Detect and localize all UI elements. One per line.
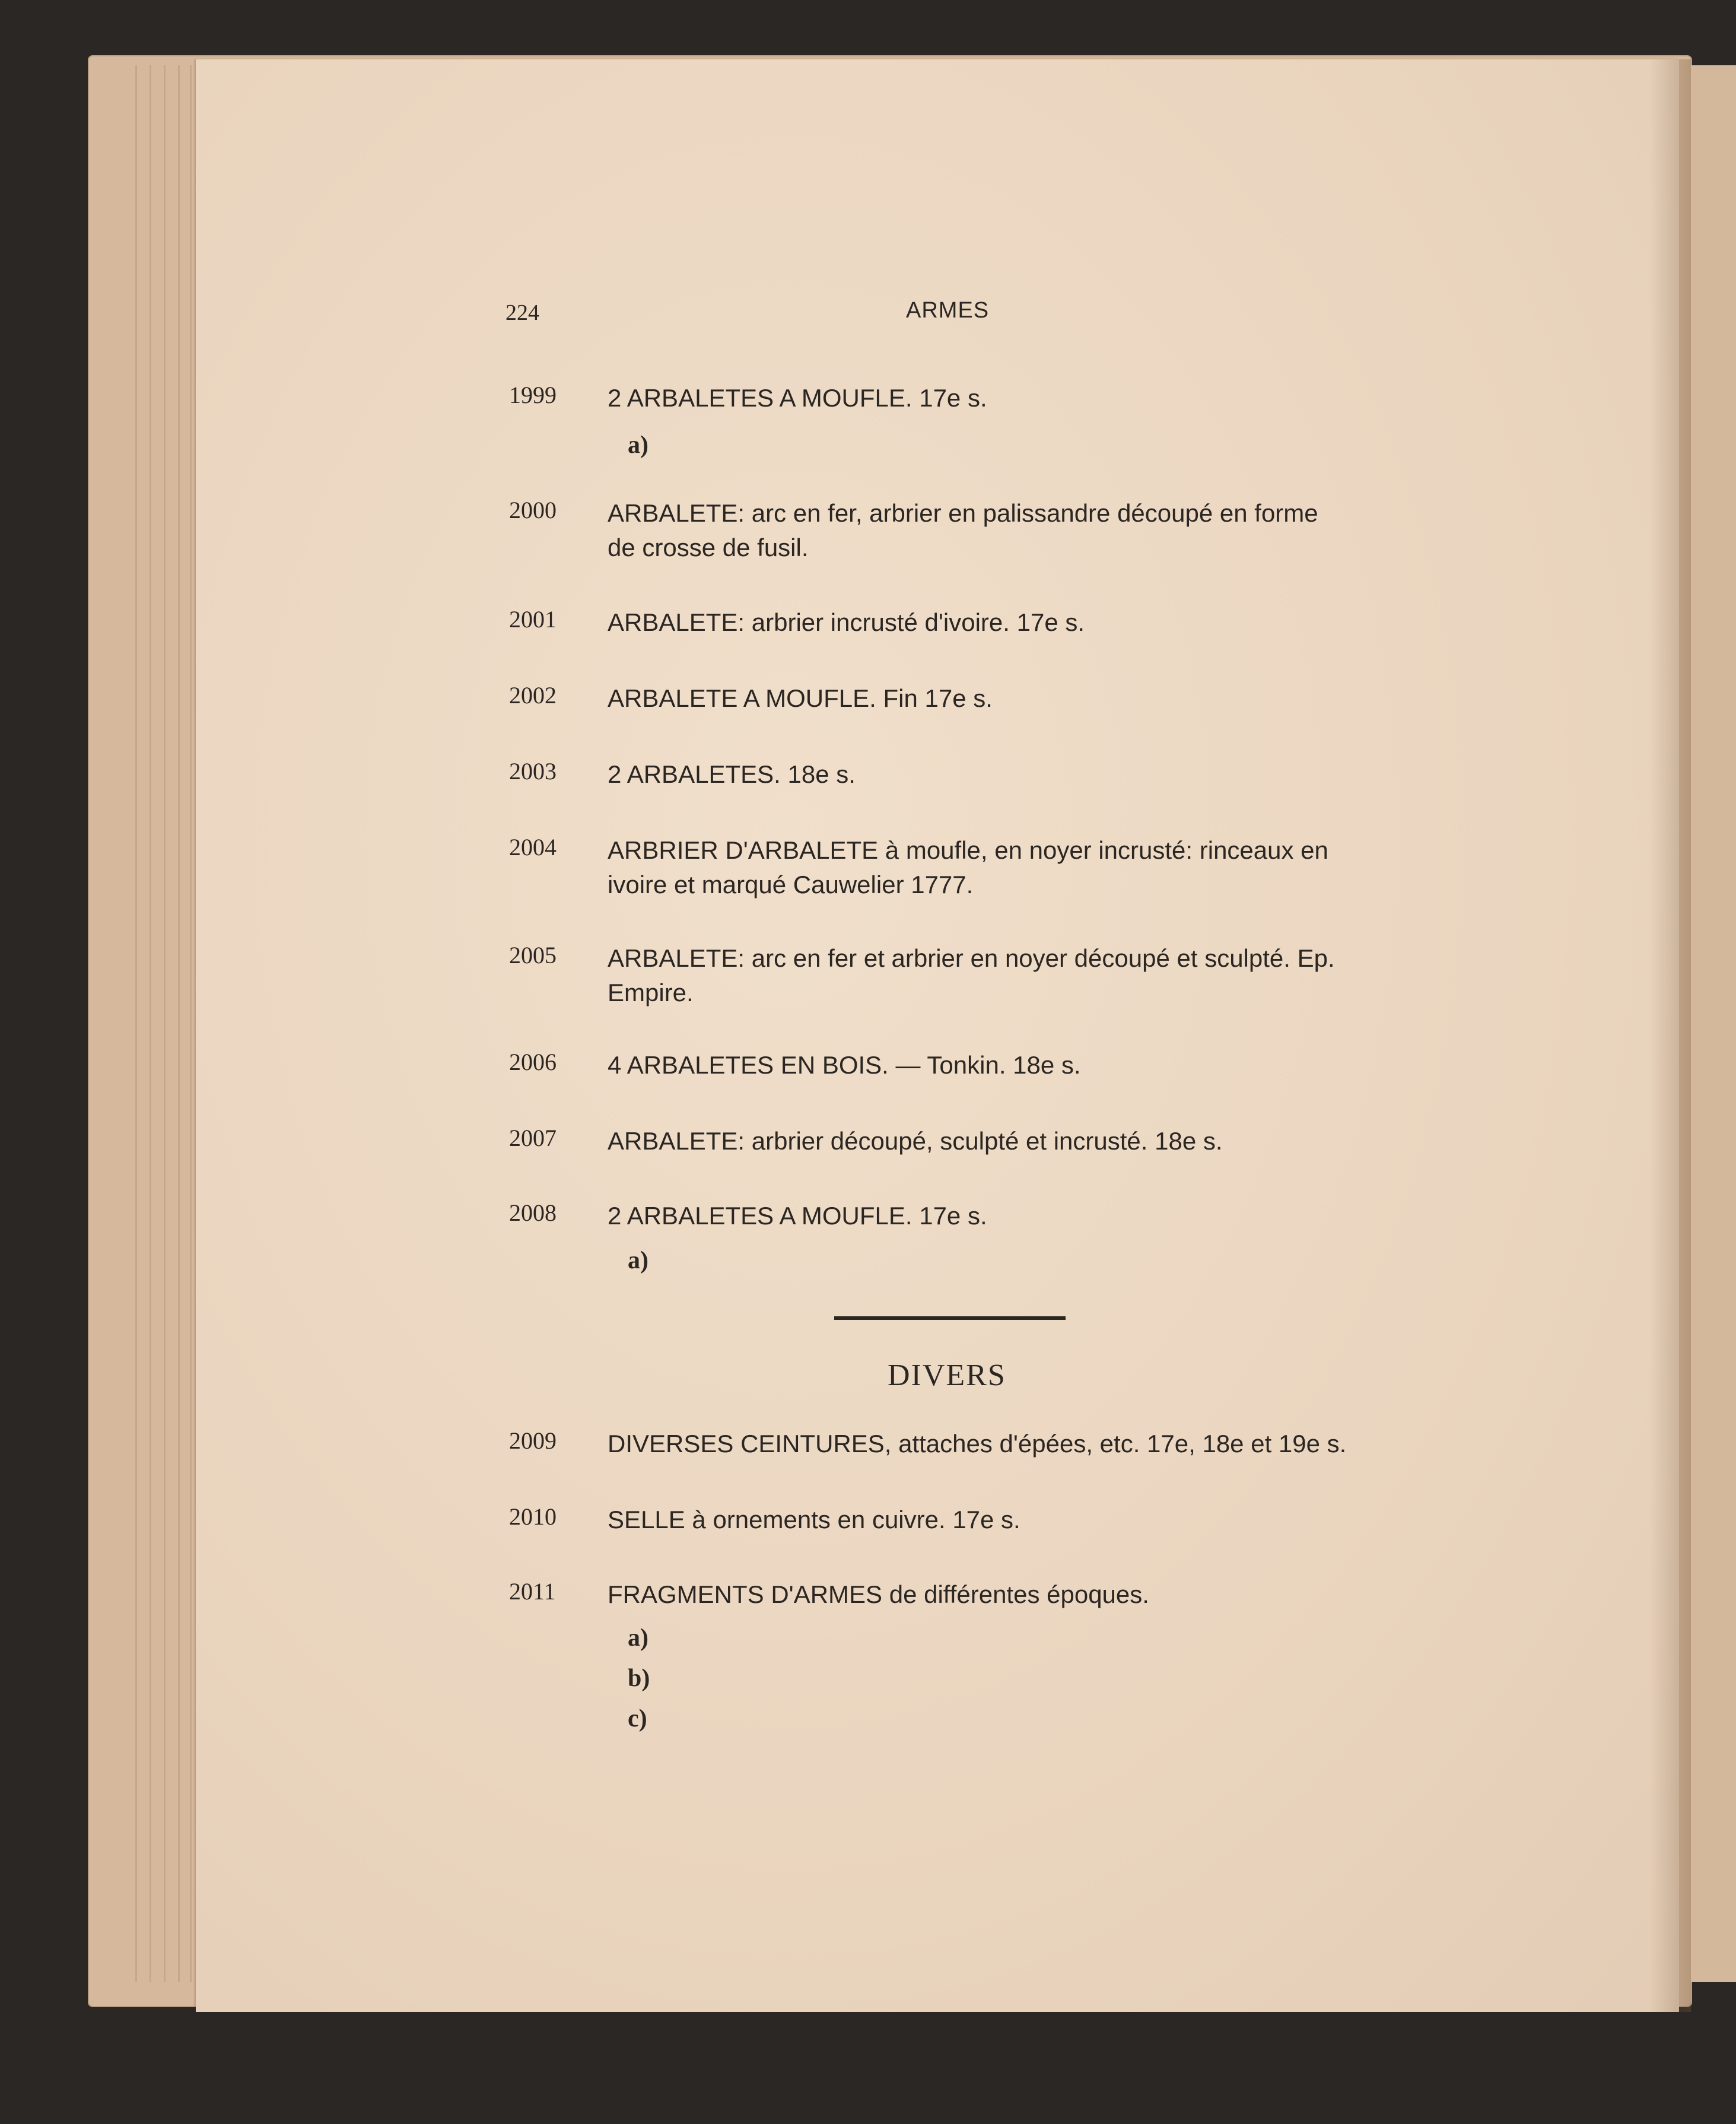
section-divider [834,1316,1066,1320]
section-title: DIVERS [888,1358,1006,1392]
page-edge [150,65,157,1982]
lot-number: 2011 [509,1578,556,1605]
lot-description: 2 ARBALETES A MOUFLE. 17e s. [608,1202,987,1230]
lot-number: 1999 [509,382,557,408]
lot-number: 2006 [509,1049,557,1075]
running-header: ARMES [906,298,990,323]
lot-description: DIVERSES CEINTURES, attaches d'épées, etc. 17e, 18e et 19e s. [608,1430,1347,1458]
lot-description: 2 ARBALETES. 18e s. [608,760,856,788]
book-page [196,59,1679,2012]
lot-number: 2005 [509,942,557,969]
lot-number: 2010 [509,1503,557,1530]
lot-description: FRAGMENTS D'ARMES de différentes époques. [608,1580,1149,1608]
lot-number: 2008 [509,1199,557,1226]
lot-subitem: a) [628,1247,648,1274]
lot-number: 2009 [509,1427,557,1454]
lot-description: ARBALETE: arc en fer, arbrier en palissandre découpé en forme de crosse de fusil. [608,499,1318,561]
spine-shadow [1649,59,1691,2012]
lot-description: ARBRIER D'ARBALETE à moufle, en noyer incrusté: rinceaux en ivoire et marqué Cauwelier 1777. [608,836,1328,899]
lot-description: 4 ARBALETES EN BOIS. — Tonkin. 18e s. [608,1051,1081,1079]
lot-description: ARBALETE: arc en fer et arbrier en noyer découpé et sculpté. Ep. Empire. [608,944,1335,1007]
lot-subitem: a) [628,1624,648,1652]
lot-number: 2000 [509,497,557,523]
lot-description: ARBALETE A MOUFLE. Fin 17e s. [608,684,993,712]
page-edge [164,65,171,1982]
lot-description: ARBALETE: arbrier découpé, sculpté et incrusté. 18e s. [608,1127,1223,1155]
lot-number: 2007 [509,1125,557,1151]
next-page-edge [1691,65,1736,1982]
lot-subitem: b) [628,1665,650,1692]
lot-description: 2 ARBALETES A MOUFLE. 17e s. [608,384,987,412]
lot-number: 2004 [509,834,557,861]
lot-description: SELLE à ornements en cuivre. 17e s. [608,1506,1020,1534]
lot-number: 2001 [509,606,557,633]
page-edge [135,65,143,1982]
lot-number: 2003 [509,758,557,785]
lot-number: 2002 [509,682,557,709]
lot-subitem: a) [628,431,648,459]
lot-description: ARBALETE: arbrier incrusté d'ivoire. 17e s. [608,608,1085,636]
page-edge [178,65,186,1982]
lot-subitem: c) [628,1705,647,1732]
page-number: 224 [505,300,539,325]
